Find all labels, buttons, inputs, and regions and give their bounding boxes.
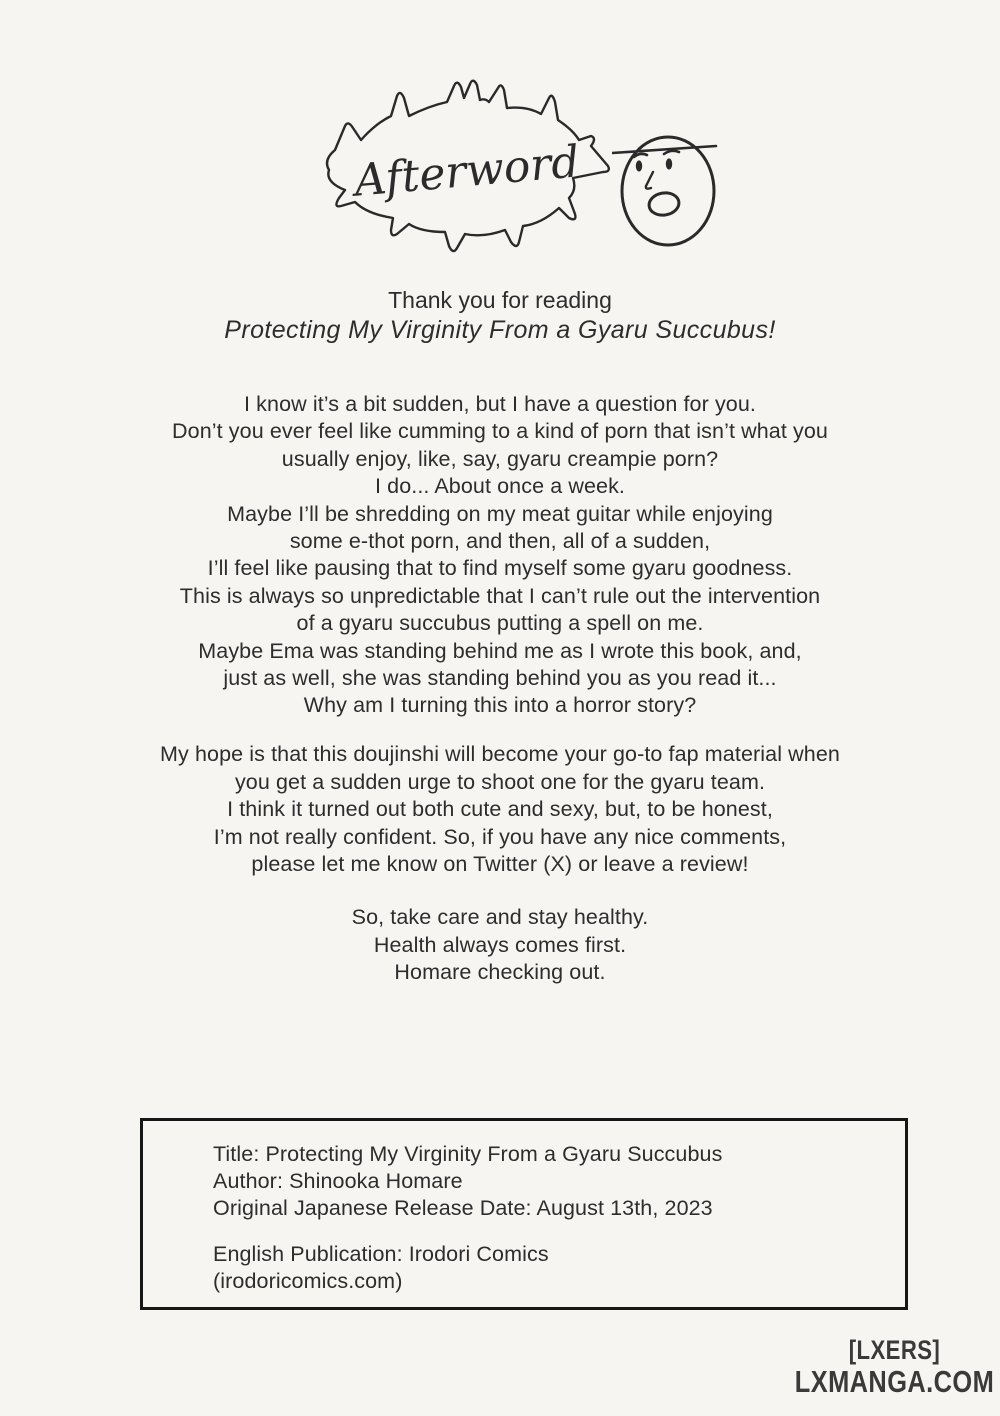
text-line: So, take care and stay healthy. [351,905,649,929]
text-line: I know it’s a bit sudden, but I have a question for you. [244,392,756,416]
text-line: I think it turned out both cute and sexy, but, to be honest, [227,797,773,821]
text-line: Health always comes first. [373,932,627,957]
afterword-label: Afterword [352,136,582,207]
publication-info-box [140,1118,908,1310]
watermark-group-tag: [LXERS] [848,1335,941,1365]
doodle-face-icon [612,126,720,251]
text-line: I’ll feel like pausing that to find myself some gyaru goodness. [207,556,793,581]
info-publisher-site: (irodoricomics.com) [213,1269,403,1293]
info-release-date-line: Original Japanese Release Date: August 13th, 2023 [213,1196,713,1220]
text-line: of a gyaru succubus putting a spell on me. [296,611,704,636]
info-title-line: Title: Protecting My Virginity From a Gyaru Succubus [213,1142,723,1166]
text-line: you get a sudden urge to shoot one for the gyaru team. [234,769,766,794]
text-line: please let me know on Twitter (X) or leave a review! [251,852,749,876]
closing-lines [0,904,1000,987]
watermark-site-name: LXMANGA.COM [794,1364,994,1399]
text-line: I do... About once a week. [374,474,626,499]
publication-info-original [213,1141,722,1222]
publication-info-english [213,1241,549,1295]
text-line: Homare checking out. [394,960,606,985]
book-title: Protecting My Virginity From a Gyaru Succubus! [224,316,776,344]
text-line: usually enjoy, like, say, gyaru creampie porn? [281,446,719,471]
header [0,285,1000,345]
text-line: just as well, she was standing behind you as you read it... [223,666,777,691]
text-line: Why am I turning this into a horror story? [303,693,697,718]
paragraph-1 [0,391,1000,720]
info-author-line: Author: Shinooka Homare [213,1169,463,1193]
text-line: I’m not really confident. So, if you have any nice comments, [213,824,787,849]
text-line: Maybe I’ll be shredding on my meat guitar while enjoying [227,501,773,526]
text-line: some e-thot porn, and then, all of a sudden, [289,529,711,554]
info-publisher-line: English Publication: Irodori Comics [213,1242,549,1266]
afterword-bubble [315,78,620,263]
text-line: This is always so unpredictable that I can’t rule out the intervention [179,583,821,608]
text-line: My hope is that this doujinshi will become your go-to fap material when [160,742,840,766]
site-watermark [795,1336,994,1398]
text-line: Maybe Ema was standing behind me as I wrote this book, and, [198,638,802,663]
thanks-line: Thank you for reading [388,287,612,313]
paragraph-2 [0,741,1000,879]
text-line: Don’t you ever feel like cumming to a kind of porn that isn’t what you [172,419,828,444]
